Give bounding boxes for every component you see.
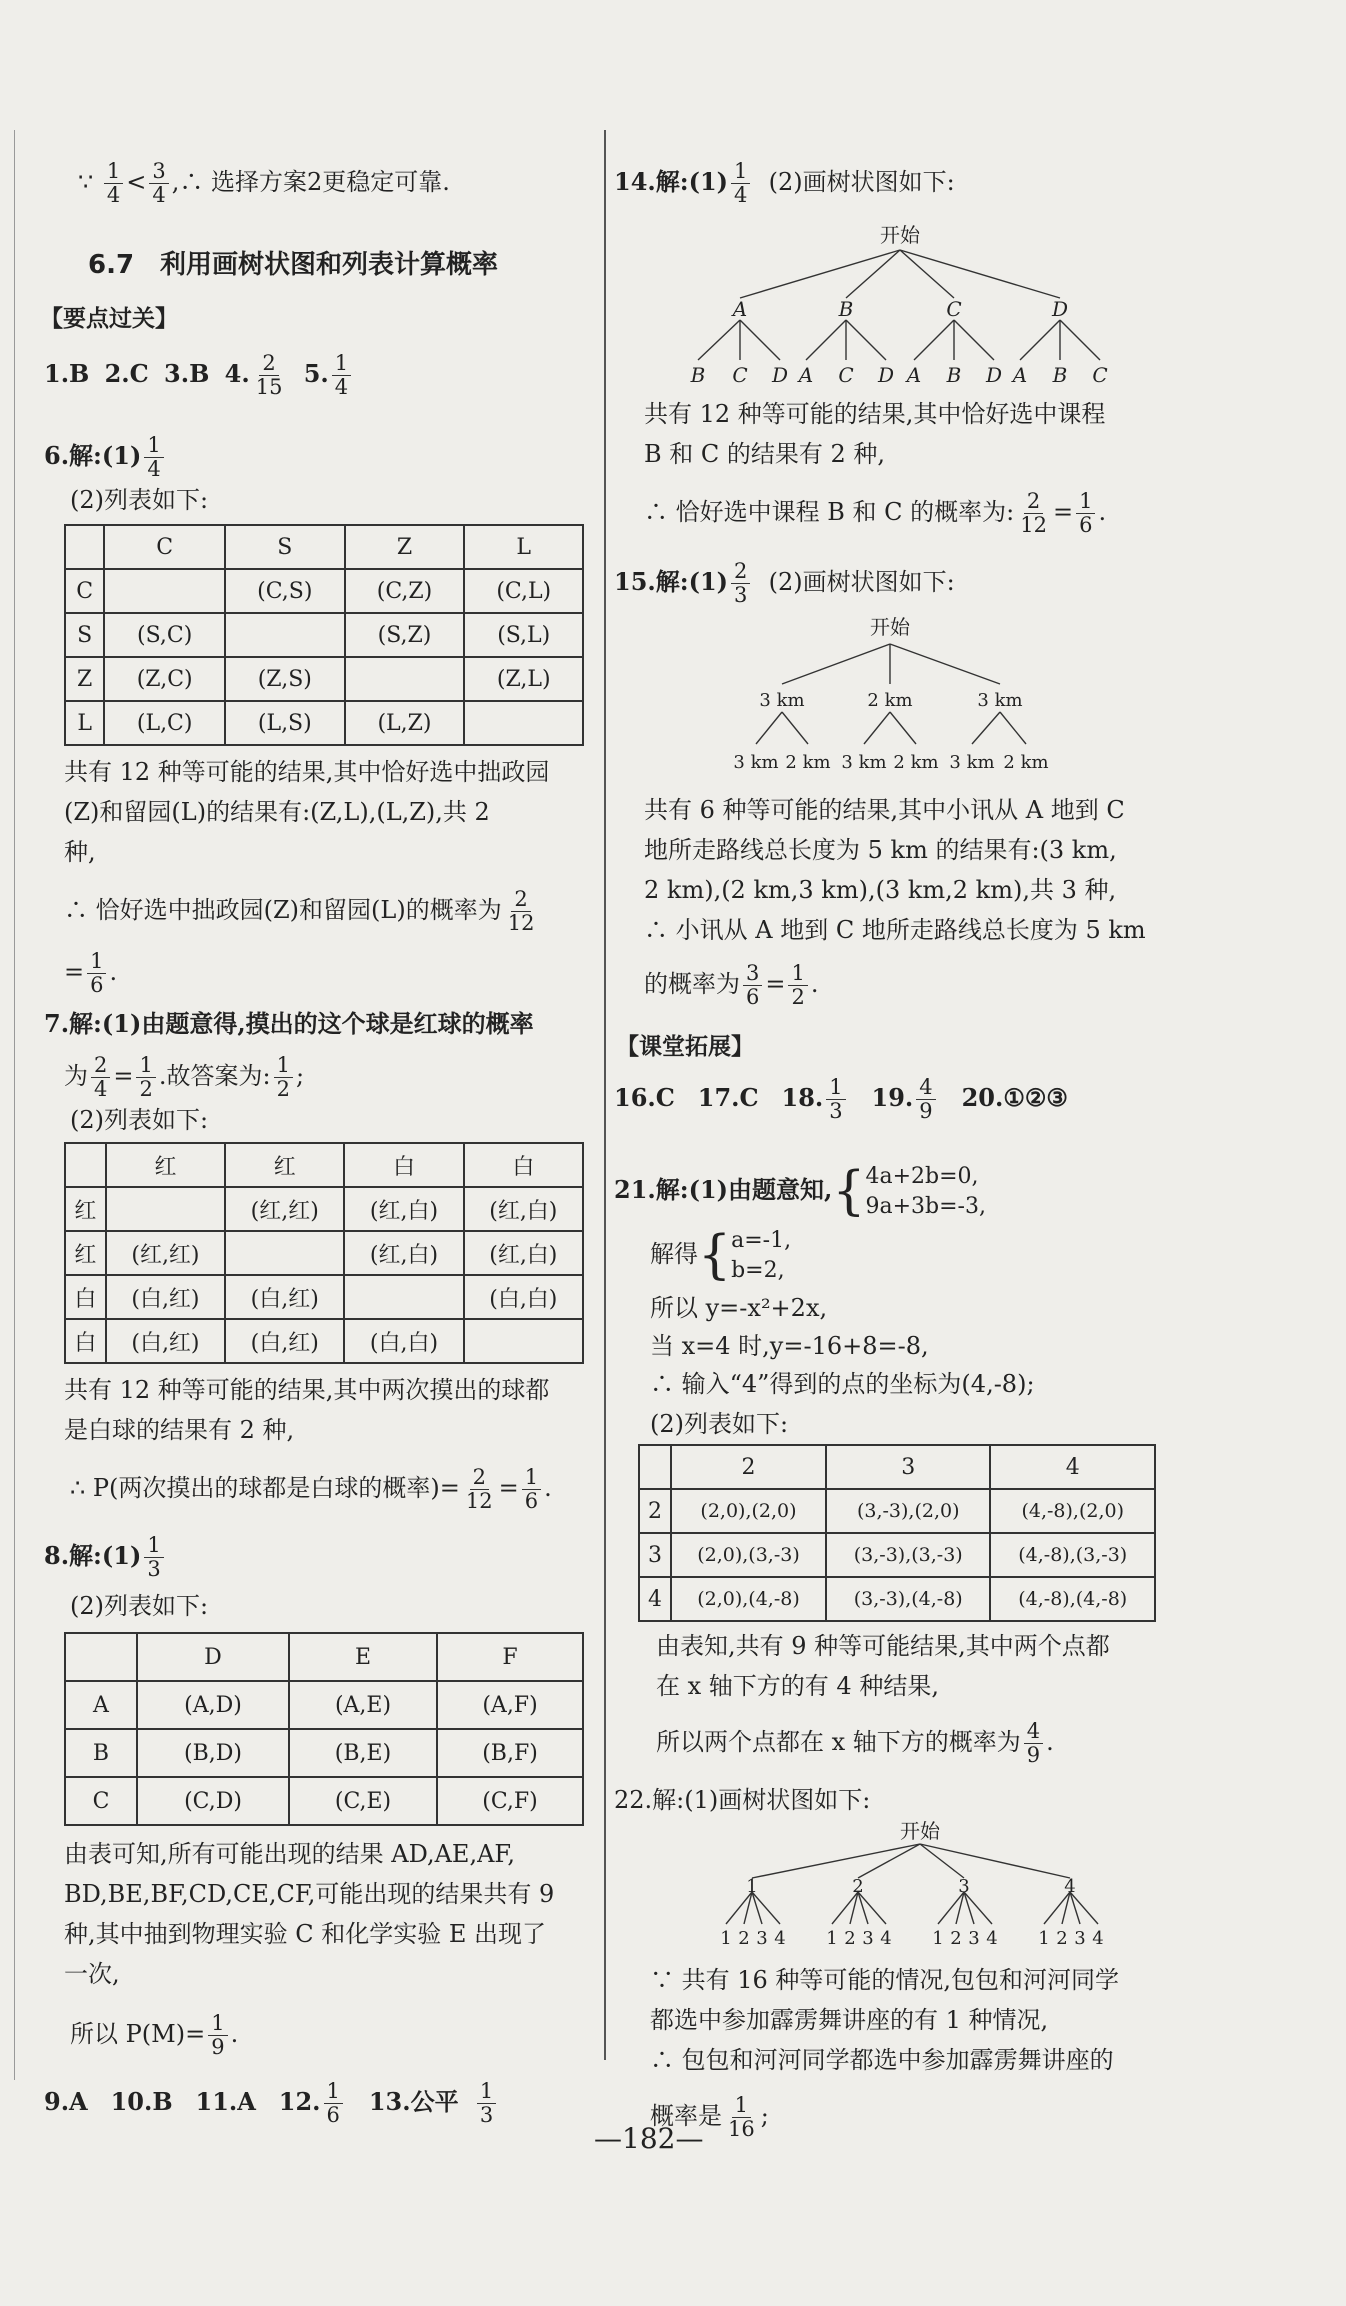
- tree22-leaf: 1: [720, 1928, 732, 1949]
- q21-system: 21.解:(1)由题意知,{ 4a+2b=0, 9a+3b=-3,: [614, 1161, 986, 1222]
- tree14-leaf: D: [771, 363, 789, 387]
- tree14-node: A: [732, 297, 748, 321]
- tree22-leaf: 1: [826, 1928, 838, 1949]
- q21-text5: 在 x 轴下方的有 4 种结果,: [656, 1672, 939, 1700]
- tree14-leaf: B: [690, 363, 706, 387]
- q8-text4: 一次,: [64, 1960, 120, 1988]
- tree22-leaf: 3: [968, 1928, 980, 1949]
- intro-line: ∵ $\frac{1}{4}$ < $\frac{3}{4}$ ,∴ 选择方案2更稳定可靠.: [78, 159, 450, 208]
- q14-text2: B 和 C 的结果有 2 种,: [644, 440, 886, 468]
- q22-text2: 都选中参加霹雳舞讲座的有 1 种情况,: [650, 2006, 1049, 2034]
- q7-text2: 是白球的结果有 2 种,: [64, 1416, 295, 1444]
- tree22-leaf: 1: [1038, 1928, 1050, 1949]
- q21-text4: 由表知,共有 9 种等可能结果,其中两个点都: [656, 1632, 1110, 1660]
- q21-solve: 解得{ a=-1, b=2,: [650, 1225, 792, 1286]
- q6-text1: 共有 12 种等可能的结果,其中恰好选中拙政园: [64, 758, 550, 786]
- tree14-leaf: D: [877, 363, 895, 387]
- tree14-node: B: [838, 297, 854, 321]
- tree22-root: 开始: [900, 1820, 940, 1843]
- q7-text1: 共有 12 种等可能的结果,其中两次摸出的球都: [64, 1376, 550, 1404]
- q8-text1: 由表可知,所有可能出现的结果 AD,AE,AF,: [64, 1840, 515, 1868]
- q6-result2: = $\frac{1}{6}$ .: [64, 949, 118, 998]
- tree14-leaf: B: [1052, 363, 1068, 387]
- page-number: —182—: [594, 2122, 704, 2155]
- tree14-leaf: C: [732, 363, 748, 387]
- tree15-leaf: 3 km: [841, 752, 887, 773]
- answers-1-5: 1.B 2.C 3.B 4. $\frac{2}{15}$ 5. $\frac{1}{4}$: [44, 352, 354, 399]
- tree22-leaf: 4: [986, 1928, 998, 1949]
- q21-result: 所以两个点都在 x 轴下方的概率为 $\frac{4}{9}$ .: [656, 1719, 1054, 1768]
- q15-text1: 共有 6 种等可能的结果,其中小讯从 A 地到 C: [644, 796, 1125, 824]
- q6-text3: 种,: [64, 838, 96, 866]
- tree22-node: 4: [1064, 1876, 1076, 1897]
- q15-part1: 15.解:(1) $\frac{2}{3}$ (2)画树状图如下:: [614, 559, 955, 608]
- q8-text3: 种,其中抽到物理实验 C 和化学实验 E 出现了: [64, 1920, 547, 1948]
- tree14-node: C: [946, 297, 962, 321]
- tree-diagram-q15: [700, 612, 1080, 792]
- tree15-leaf: 2 km: [893, 752, 939, 773]
- tree14-root: 开始: [880, 223, 920, 247]
- q21-text1: 所以 y=-x²+2x,: [650, 1294, 828, 1322]
- q21-text3: ∴ 输入“4”得到的点的坐标为(4,-8);: [650, 1370, 1035, 1398]
- tree14-node: D: [1051, 297, 1069, 321]
- q6-result: ∴ 恰好选中拙政园(Z)和留园(L)的概率为 $\frac{2}{12}$: [64, 887, 535, 936]
- q8-result: 所以 P(M)= $\frac{1}{9}$ .: [70, 2011, 239, 2060]
- tree15-root: 开始: [870, 615, 910, 639]
- q6-part2: (2)列表如下:: [70, 486, 209, 514]
- tree22-leaf: 2: [950, 1928, 962, 1949]
- tree22-leaf: 4: [880, 1928, 892, 1949]
- table-q8: D E F A (A,D) (A,E) (A,F) B (B,D) (B,E) (B,F) C (C,D) (C,E) (C,F): [64, 1632, 584, 1826]
- q15-result: 的概率为 $\frac{3}{6}$ = $\frac{1}{2}$ .: [644, 961, 819, 1010]
- section-label: 【要点过关】: [40, 306, 178, 332]
- tree14-leaf: A: [798, 363, 814, 387]
- tree22-leaf: 3: [1074, 1928, 1086, 1949]
- tree22-leaf: 1: [932, 1928, 944, 1949]
- section-heading: 6.7 利用画树状图和列表计算概率: [88, 250, 499, 280]
- q14-result: ∴ 恰好选中课程 B 和 C 的概率为: $\frac{2}{12}$ = $\frac{1}{6}$ .: [644, 489, 1107, 538]
- table-q7: 红 红 白 白 红 (红,红) (红,白) (红,白) 红 (红,红) (红,白) (红,白) 白 (白,红) (白,红) (白,白) 白 (白,红) (白,红) (白,白): [64, 1142, 584, 1364]
- q6-text2: (Z)和留园(L)的结果有:(Z,L),(L,Z),共 2: [64, 798, 490, 826]
- tree-diagram-q14: [640, 220, 1160, 400]
- tree22-node: 3: [958, 1876, 970, 1897]
- q7-line1: 7.解:(1)由题意得,摸出的这个球是红球的概率: [44, 1009, 534, 1038]
- answers-9-13: 9.A 10.B 11.A 12. $\frac{1}{6}$ 13.公平 $\frac{1}{3}$: [44, 2080, 499, 2127]
- tree22-leaf: 3: [862, 1928, 874, 1949]
- q22-text1: ∵ 共有 16 种等可能的情况,包包和河河同学: [650, 1966, 1120, 1994]
- tree22-leaf: 2: [738, 1928, 750, 1949]
- tree14-leaf: B: [946, 363, 962, 387]
- q8-text2: BD,BE,BF,CD,CE,CF,可能出现的结果共有 9: [64, 1880, 555, 1908]
- q14-part1: 14.解:(1) $\frac{1}{4}$ (2)画树状图如下:: [614, 159, 955, 208]
- table-q21: 2 3 4 2 (2,0),(2,0) (3,-3),(2,0) (4,-8),(2,0) 3 (2,0),(3,-3) (3,-3),(3,-3) (4,-8),(3,-3) 4 (2,0),(4,-8) (3,-3),(4,-8) (4,-8),(4,-8): [638, 1444, 1156, 1622]
- q8-part2: (2)列表如下:: [70, 1592, 209, 1620]
- q15-text2: 地所走路线总长度为 5 km 的结果有:(3 km,: [644, 836, 1117, 864]
- q22-text3: ∴ 包包和河河同学都选中参加霹雳舞讲座的: [650, 2046, 1114, 2074]
- tree22-leaf: 4: [774, 1928, 786, 1949]
- tree15-leaf: 3 km: [733, 752, 779, 773]
- tree15-node: 3 km: [977, 690, 1023, 711]
- q7-result: ∴ P(两次摸出的球都是白球的概率)= $\frac{2}{12}$ = $\frac{1}{6}$ .: [70, 1465, 552, 1514]
- tree15-node: 2 km: [867, 690, 913, 711]
- q15-text3: 2 km),(2 km,3 km),(3 km,2 km),共 3 种,: [644, 876, 1117, 904]
- tree15-leaf: 3 km: [949, 752, 995, 773]
- tree22-leaf: 4: [1092, 1928, 1104, 1949]
- answers-16-20: 16.C 17.C 18. $\frac{1}{3}$ 19. $\frac{4}{9}$ 20.①②③: [614, 1075, 1068, 1124]
- tree15-leaf: 2 km: [1003, 752, 1049, 773]
- q22-part1: 22.解:(1)画树状图如下:: [614, 1786, 871, 1814]
- q22-result: 概率是 $\frac{1}{16}$ ;: [650, 2093, 769, 2142]
- left-edge-line: [14, 130, 15, 2080]
- tree14-leaf: C: [838, 363, 854, 387]
- q8-part1: 8.解:(1) $\frac{1}{3}$: [44, 1534, 167, 1581]
- table-q6: C S Z L C (C,S) (C,Z) (C,L) S (S,C) (S,Z) (S,L) Z (Z,C) (Z,S) (Z,L) L (L,C) (L,S) (L,Z): [64, 524, 584, 746]
- q15-text4: ∴ 小讯从 A 地到 C 地所走路线总长度为 5 km: [644, 916, 1146, 944]
- q21-text2: 当 x=4 时,y=-16+8=-8,: [650, 1332, 929, 1360]
- section-label-2: 【课堂拓展】: [616, 1034, 754, 1060]
- q7-part2: (2)列表如下:: [70, 1106, 209, 1134]
- tree22-node: 1: [746, 1876, 758, 1897]
- tree-diagram-q22: [720, 1820, 1140, 1960]
- q7-line2: 为 $\frac{2}{4}$ = $\frac{1}{2}$ .故答案为: $\frac{1}{2}$ ;: [64, 1053, 305, 1102]
- tree14-leaf: D: [985, 363, 1003, 387]
- q6-part1: 6.解:(1) $\frac{1}{4}$: [44, 434, 167, 481]
- tree14-leaf: A: [1012, 363, 1028, 387]
- tree22-leaf: 2: [1056, 1928, 1068, 1949]
- tree22-leaf: 2: [844, 1928, 856, 1949]
- tree14-leaf: A: [906, 363, 922, 387]
- column-divider: [604, 130, 606, 2060]
- q21-part2: (2)列表如下:: [650, 1410, 789, 1438]
- tree22-node: 2: [852, 1876, 864, 1897]
- tree22-leaf: 3: [756, 1928, 768, 1949]
- tree15-node: 3 km: [759, 690, 805, 711]
- tree14-leaf: C: [1092, 363, 1108, 387]
- q14-text1: 共有 12 种等可能的结果,其中恰好选中课程: [644, 400, 1106, 428]
- tree15-leaf: 2 km: [785, 752, 831, 773]
